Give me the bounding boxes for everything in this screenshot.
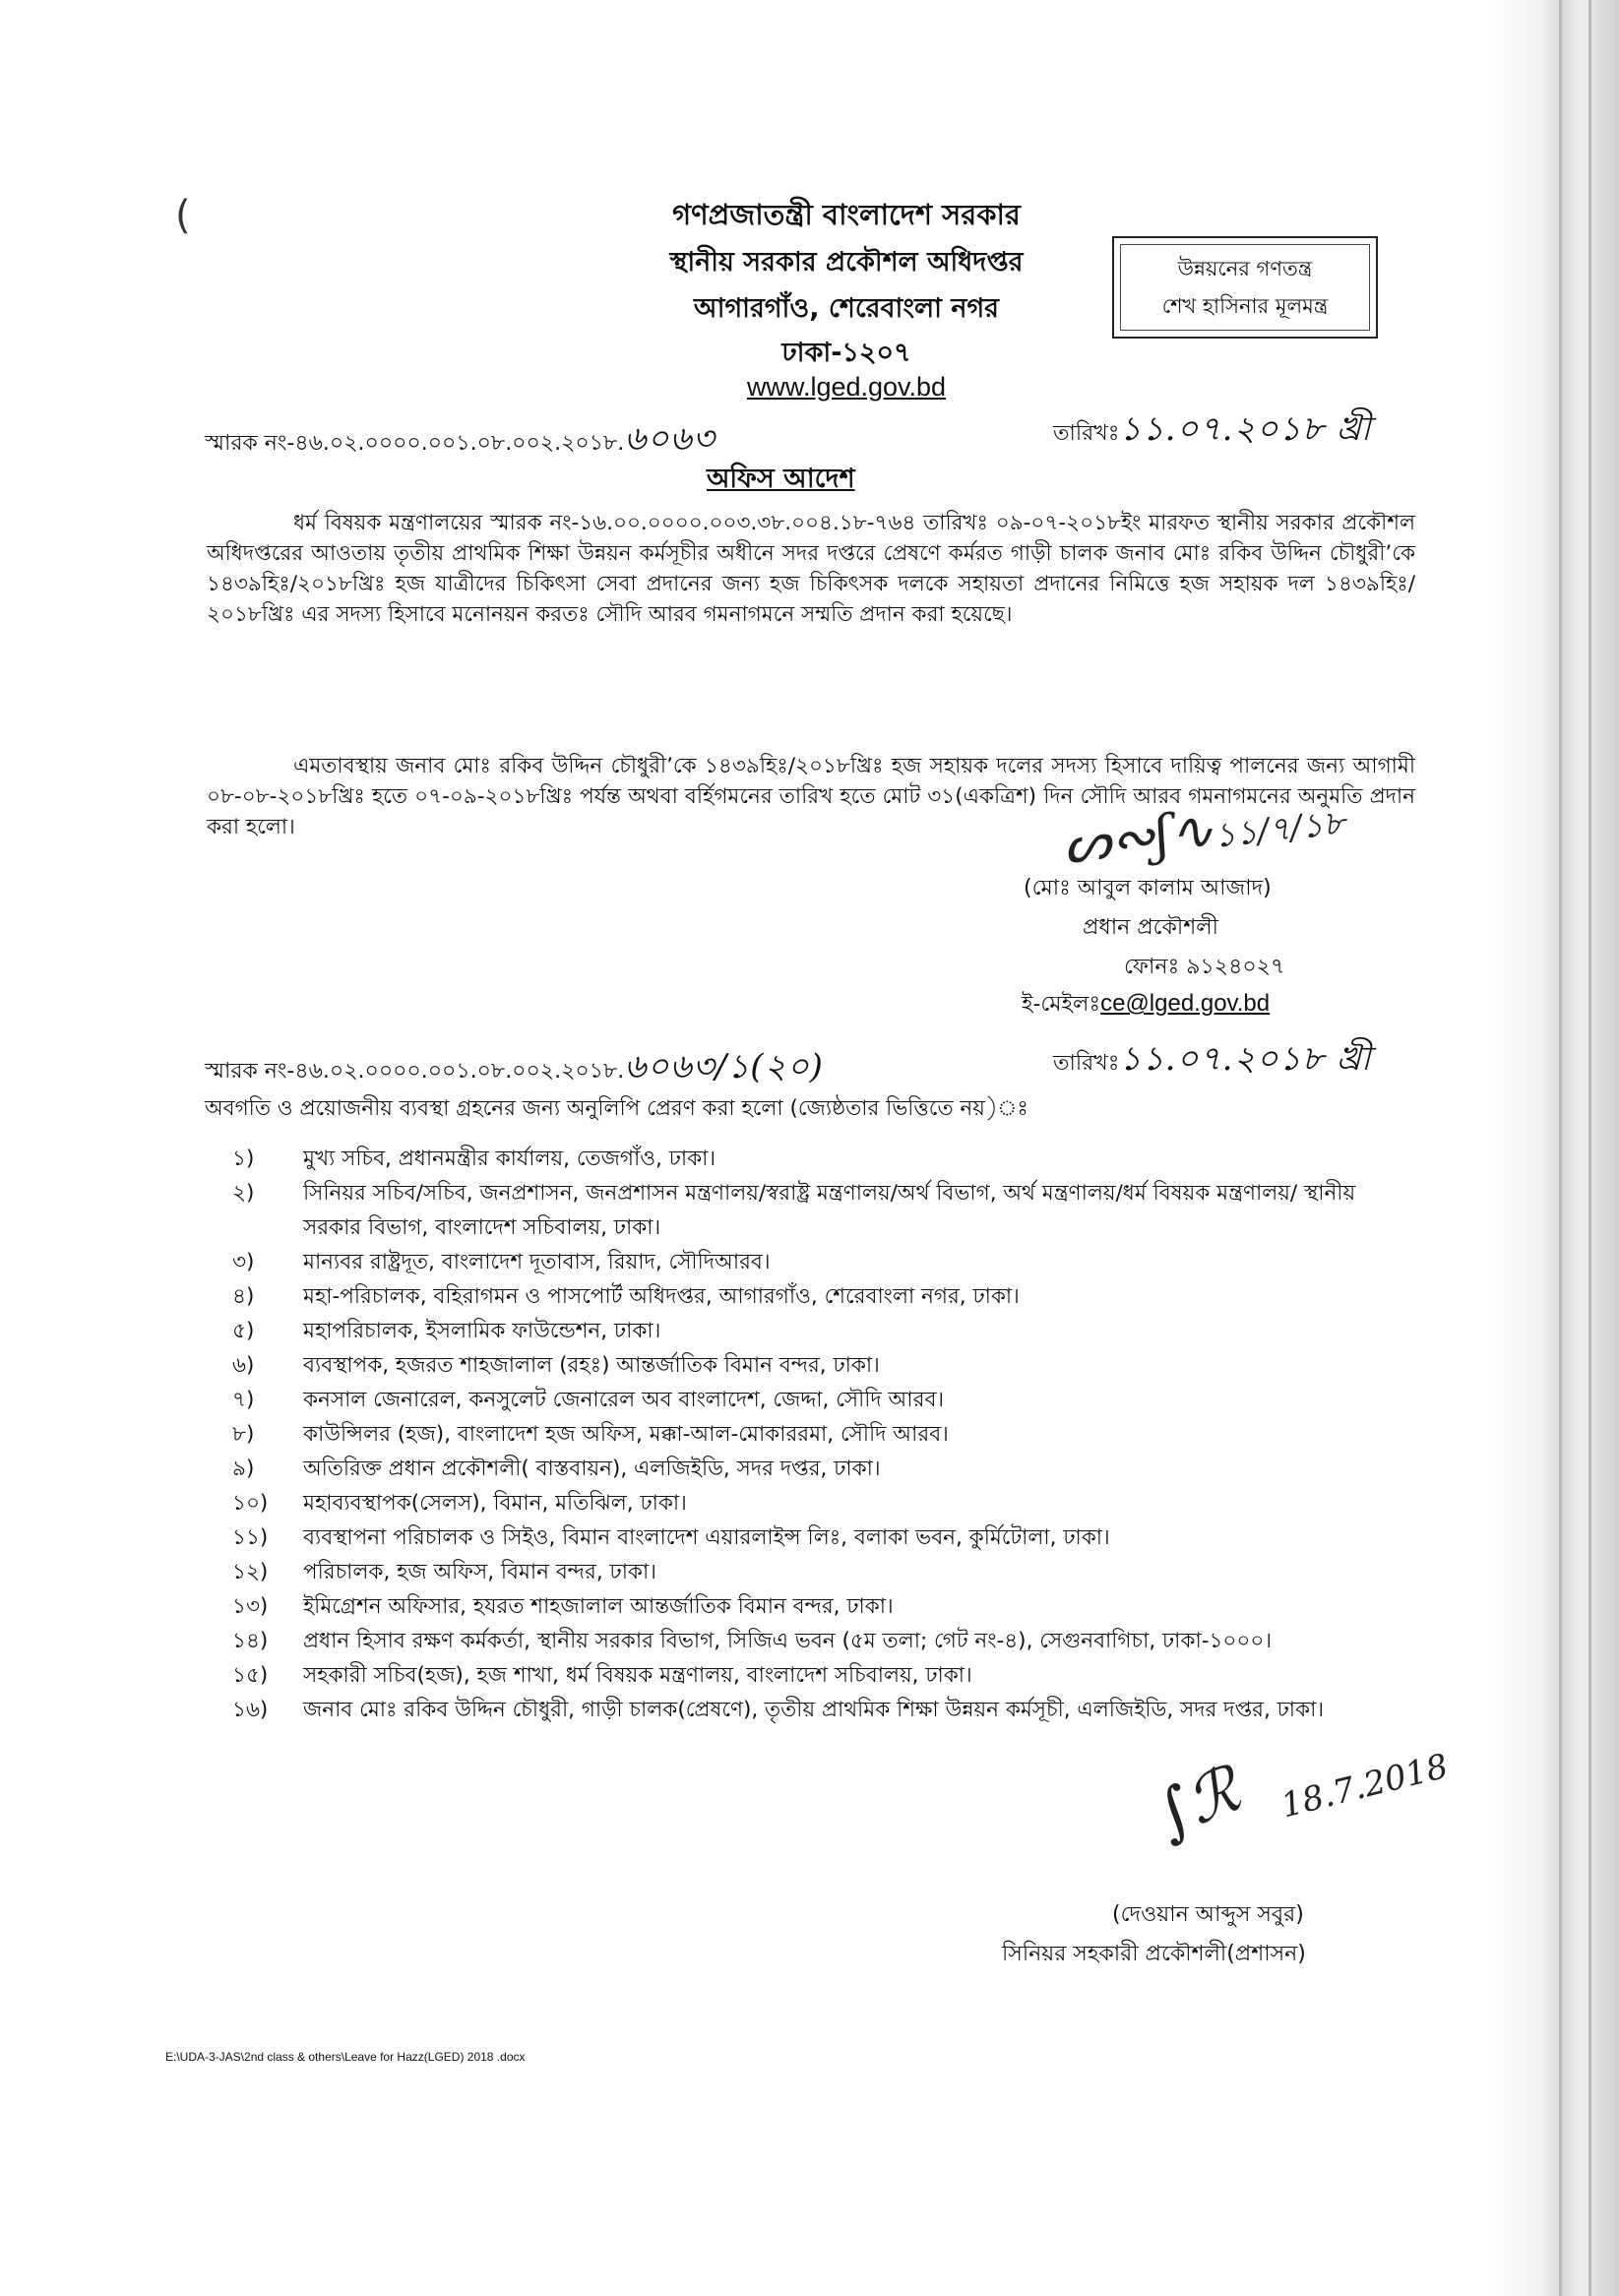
list-item-number: ১) bbox=[232, 1147, 255, 1171]
list-item-number: ১৫) bbox=[232, 1663, 269, 1688]
list-item-number: ১৪) bbox=[232, 1629, 269, 1653]
list-item-text: পরিচালক, হজ অফিস, বিমান বন্দর, ঢাকা। bbox=[303, 1560, 656, 1584]
list-item bbox=[232, 1348, 1413, 1383]
list-item-number: ৯) bbox=[232, 1457, 255, 1481]
list-item bbox=[232, 1555, 1413, 1589]
list-item bbox=[232, 1176, 1413, 1245]
list-item bbox=[232, 1142, 1413, 1176]
signature-2: ∫ℛ bbox=[1146, 1753, 1251, 1853]
distribution-list bbox=[232, 1142, 1413, 1727]
scan-mark: ( bbox=[175, 193, 191, 238]
list-item bbox=[232, 1383, 1413, 1417]
list-item bbox=[232, 1314, 1413, 1348]
list-item-text: ইমিগ্রেশন অফিসার, হযরত শাহজালাল আন্তর্জাতিক বিমান বন্দর, ঢাকা। bbox=[303, 1594, 894, 1619]
header-department: স্থানীয় সরকার প্রকৌশল অধিদপ্তর bbox=[669, 247, 1024, 278]
list-item-number: ৮) bbox=[232, 1422, 255, 1447]
list-item-text: ব্যবস্থাপক, হজরত শাহজালাল (রহঃ) আন্তর্জাতিক বিমান বন্দর, ঢাকা। bbox=[303, 1353, 880, 1378]
list-item-text: ব্যবস্থাপনা পরিচালক ও সিইও, বিমান বাংলাদেশ এয়ারলাইন্স লিঃ, বলাকা ভবন, কুর্মিটোলা, ঢাকা। bbox=[303, 1525, 1110, 1550]
memo1-ref-handwritten: ৬০৬৩ bbox=[624, 419, 716, 459]
list-item-number: ৭) bbox=[232, 1388, 255, 1412]
page-edge-line bbox=[1559, 0, 1562, 2296]
memo2-date bbox=[1053, 1033, 1372, 1089]
memo1-date bbox=[1053, 403, 1372, 460]
memo1-ref-printed: স্মারক নং-৪৬.০২.০০০০.০০১.০৮.০০২.২০১৮. bbox=[205, 431, 625, 456]
list-item-number: ১২) bbox=[232, 1560, 269, 1584]
memo1-ref bbox=[205, 413, 716, 469]
list-item-number: ১৩) bbox=[232, 1594, 269, 1619]
list-item bbox=[232, 1658, 1413, 1693]
signatory1-name: (মোঃ আবুল কালাম আজাদ) bbox=[1024, 876, 1272, 900]
memo2-ref bbox=[205, 1041, 824, 1097]
list-item-text: সহকারী সচিব(হজ), হজ শাখা, ধর্ম বিষয়ক মন্ত্রণালয়, বাংলাদেশ সচিবালয়, ঢাকা। bbox=[303, 1663, 972, 1688]
list-item-text: প্রধান হিসাব রক্ষণ কর্মকর্তা, স্থানীয় সরকার বিভাগ, সিজিএ ভবন (৫ম তলা; গেট নং-৪), সেগুনবাগিচা, ঢাকা-১০০০। bbox=[303, 1629, 1273, 1653]
signature-2-date: 18.7.2018 bbox=[1277, 1746, 1453, 1827]
list-item-text: সিনিয়র সচিব/সচিব, জনপ্রশাসন, জনপ্রশাসন মন্ত্রণালয়/স্বরাষ্ট্র মন্ত্রণালয়/অর্থ বিভাগ, অর্থ মন্ত্রণালয়/ধর্ম বিষয়ক মন্ত্রণালয়/ স্থানীয় সরকার বিভাগ, বাংলাদেশ সচিবালয়, ঢাকা। bbox=[303, 1181, 1356, 1240]
header-website[interactable]: www.lged.gov.bd bbox=[746, 372, 947, 402]
memo2-date-handwritten: ১১.০৭.২০১৮ খ্রী bbox=[1119, 1039, 1372, 1079]
distribution-intro: অবগতি ও প্রয়োজনীয় ব্যবস্থা গ্রহনের জন্য অনুলিপি প্রেরণ করা হলো (জ্যেষ্ঠতার ভিত্তিতে নয়)ঃ bbox=[205, 1096, 1028, 1121]
list-item-text: মুখ্য সচিব, প্রধানমন্ত্রীর কার্যালয়, তেজগাঁও, ঢাকা। bbox=[303, 1147, 716, 1171]
header-city: ঢাকা-১২০৭ bbox=[781, 338, 911, 368]
list-item bbox=[232, 1693, 1413, 1727]
list-item-number: ৩) bbox=[232, 1250, 255, 1274]
list-item bbox=[232, 1589, 1413, 1624]
list-item bbox=[232, 1245, 1413, 1279]
signatory1-phone: ফোনঃ ৯১২৪০২৭ bbox=[1124, 955, 1285, 979]
email-label: ই-মেইলঃ bbox=[1022, 992, 1101, 1017]
body-paragraph-2: এমতাবস্থায় জনাব মোঃ রকিব উদ্দিন চৌধুরী’কে ১৪৩৯হিঃ/২০১৮খ্রিঃ হজ সহায়ক দলের সদস্য হিসাবে দায়িত্ব পালনের জন্য আগামী ০৮-০৮-২০১৮খ্রিঃ হতে ০৭-০৯-২০১৮খ্রিঃ পর্যন্ত অথবা বর্হিগমনের তারিখ হতে মোট ৩১(একত্রিশ) দিন সৌদি আরব গমনাগমনের অনুমতি প্রদান করা হলো। bbox=[207, 754, 1415, 839]
list-item-text: মহাব্যবস্থাপক(সেলস), বিমান, মতিঝিল, ঢাকা। bbox=[303, 1491, 687, 1516]
memo1-date-label: তারিখঃ bbox=[1053, 421, 1120, 446]
signature-scrawl: ᔕ∾ʃ∿ bbox=[1060, 798, 1217, 876]
file-path: E:\UDA-3-JAS\2nd class & others\Leave for Hazz(LGED) 2018 .docx bbox=[165, 2050, 526, 2064]
list-item-text: মান্যবর রাষ্ট্রদূত, বাংলাদেশ দূতাবাস, রিয়াদ, সৌদিআরব। bbox=[303, 1250, 771, 1274]
list-item bbox=[232, 1279, 1413, 1314]
list-item-text: কনসাল জেনারেল, কনসুলেট জেনারেল অব বাংলাদেশ, জেদ্দা, সৌদি আরব। bbox=[303, 1388, 945, 1412]
body-paragraph-1: ধর্ম বিষয়ক মন্ত্রণালয়ের স্মারক নং-১৬.০০.০০০০.০০৩.৩৮.০০৪.১৮-৭৬৪ তারিখঃ ০৯-০৭-২০১৮ইং মারফত স্থানীয় সরকার প্রকৌশল অধিদপ্তরের আওতায় তৃতীয় প্রাথমিক শিক্ষা উন্নয়ন কর্মসূচীর অধীনে সদর দপ্তরে প্রেষণে কর্মরত গাড়ী চালক জনাব মোঃ রকিব উদ্দিন চৌধুরী’কে ১৪৩৯হিঃ/২০১৮খ্রিঃ হজ যাত্রীদের চিকিৎসা সেবা প্রদানের জন্য হজ চিকিৎসক দলকে সহায়তা প্রদানের নিমিত্তে হজ সহায়ক দল ১৪৩৯হিঃ/২০১৮খ্রিঃ এর সদস্য হিসাবে মনোনয়ন করতঃ সৌদি আরব গমনাগমনে সম্মতি প্রদান করা হয়েছে। bbox=[207, 511, 1415, 627]
scanned-page-edge bbox=[1491, 0, 1619, 2296]
list-item bbox=[232, 1417, 1413, 1452]
list-item-number: ৬) bbox=[232, 1353, 255, 1378]
header-address: আগারগাঁও, শেরেবাংলা নগর bbox=[693, 293, 1000, 324]
list-item-number: ১১) bbox=[232, 1525, 269, 1550]
list-item-text: মহা-পরিচালক, বহিরাগমন ও পাসপোর্ট অধিদপ্তর, আগারগাঁও, শেরেবাংলা নগর, ঢাকা। bbox=[303, 1284, 1020, 1309]
signatory1-designation: প্রধান প্রকৌশলী bbox=[1083, 915, 1218, 940]
list-item-text: জনাব মোঃ রকিব উদ্দিন চৌধুরী, গাড়ী চালক(প্রেষণে), তৃতীয় প্রাথমিক শিক্ষা উন্নয়ন কর্মসূচী, এলজিইডি, সদর দপ্তর, ঢাকা। bbox=[303, 1698, 1325, 1722]
signature-1-mark: ১১/৭/১৮ bbox=[1212, 803, 1347, 856]
list-item-number: ৫) bbox=[232, 1319, 255, 1343]
memo2-ref-printed: স্মারক নং-৪৬.০২.০০০০.০০১.০৮.০০২.২০১৮. bbox=[205, 1059, 625, 1084]
list-item-number: ২) bbox=[232, 1181, 255, 1206]
list-item bbox=[232, 1486, 1413, 1520]
signatory2-name: (দেওয়ান আব্দুস সবুর) bbox=[1112, 1902, 1304, 1927]
document-title: অফিস আদেশ bbox=[707, 464, 855, 494]
list-item-text: অতিরিক্ত প্রধান প্রকৌশলী( বাস্তবায়ন), এলজিইডি, সদর দপ্তর, ঢাকা। bbox=[303, 1457, 881, 1481]
header-government: গণপ্রজাতন্ত্রী বাংলাদেশ সরকার bbox=[672, 198, 1021, 231]
list-item-number: ১০) bbox=[232, 1491, 269, 1516]
list-item-number: ১৬) bbox=[232, 1698, 269, 1722]
list-item-text: কাউন্সিলর (হজ), বাংলাদেশ হজ অফিস, মক্কা-আল-মোকাররমা, সৌদি আরব। bbox=[303, 1422, 949, 1447]
motto-line-1: উন্নয়নের গণতন্ত্র bbox=[1177, 257, 1313, 280]
list-item-text: মহাপরিচালক, ইসলামিক ফাউন্ডেশন, ঢাকা। bbox=[303, 1319, 661, 1343]
list-item bbox=[232, 1520, 1413, 1555]
list-item bbox=[232, 1452, 1413, 1486]
motto-box bbox=[1112, 236, 1378, 339]
memo1-date-handwritten: ১১.০৭.২০১৮ খ্রী bbox=[1119, 409, 1372, 449]
list-item bbox=[232, 1624, 1413, 1658]
signatory1-email-row bbox=[1022, 987, 1270, 1024]
motto-line-2: শেখ হাসিনার মূলমন্ত্র bbox=[1161, 294, 1329, 318]
page-edge-line bbox=[1588, 0, 1591, 2296]
signatory2-designation: সিনিয়র সহকারী প্রকৌশলী(প্রশাসন) bbox=[1002, 1942, 1306, 1966]
email-link[interactable]: ce@lged.gov.bd bbox=[1100, 990, 1271, 1017]
list-item-number: ৪) bbox=[232, 1284, 255, 1309]
memo2-ref-handwritten: ৬০৬৩/১(২০) bbox=[624, 1047, 824, 1086]
memo2-date-label: তারিখঃ bbox=[1053, 1051, 1120, 1076]
